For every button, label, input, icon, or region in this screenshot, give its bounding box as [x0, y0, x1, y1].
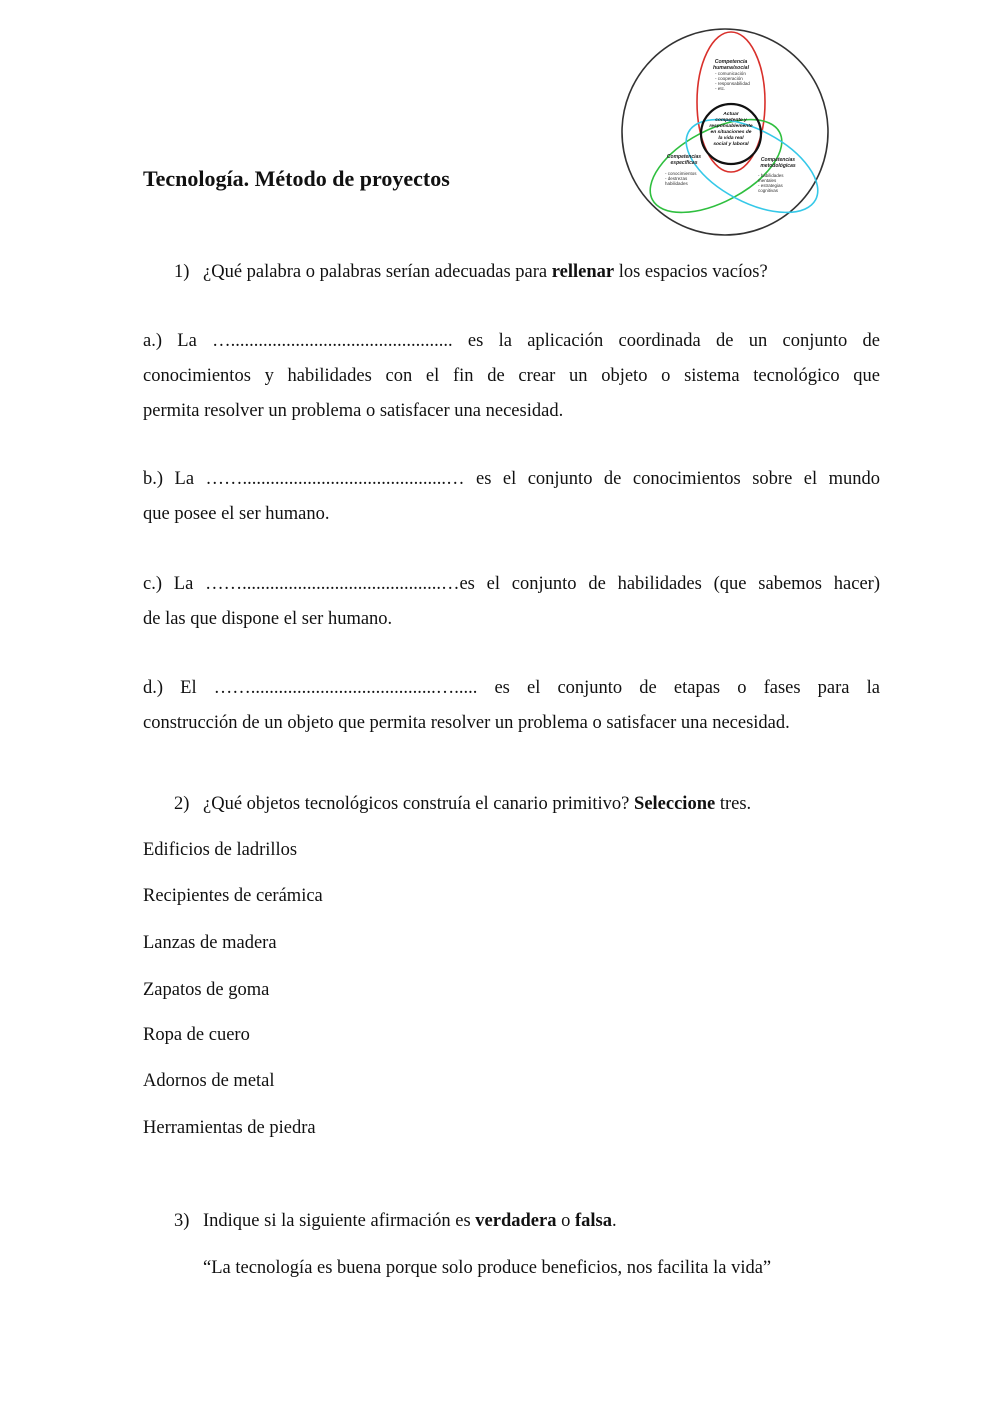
center-line: competente y — [715, 118, 747, 123]
center-line: Actuar — [723, 112, 739, 117]
left-item: - conocimientos — [665, 171, 697, 176]
question-number: 3) — [174, 1211, 190, 1231]
option-item[interactable]: Herramientas de piedra — [143, 1118, 316, 1138]
option-item[interactable]: Edificios de ladrillos — [143, 840, 298, 860]
top-item: - etc. — [715, 86, 726, 91]
right-item: cognitivas — [758, 188, 779, 193]
left-item: habilidades — [665, 181, 688, 186]
right-heading-1: Competencias — [760, 157, 796, 163]
top-heading-2: humana/social — [712, 65, 750, 71]
center-line: en situaciones de — [710, 130, 752, 135]
right-item: - estrategias — [758, 183, 783, 188]
option-item[interactable]: Recipientes de cerámica — [143, 886, 323, 906]
right-item: mentales — [758, 178, 777, 183]
page-title: Tecnología. Método de proyectos — [143, 166, 450, 191]
fill-blank-item-c: c.) La ……...........................................…es el conjunto de habilidades (que sabemos hacer) de las que dispone el ser humano. — [143, 574, 880, 629]
option-item[interactable]: Ropa de cuero — [143, 1025, 250, 1045]
competence-venn-diagram — [620, 26, 830, 238]
fill-blank-item-d: d.) El ……........................................…..... es el conjunto de etapas o fases para la construcción de un objeto que permita resolver un problema o satisfacer una necesidad. — [143, 678, 880, 733]
question-number: 1) — [174, 262, 190, 282]
top-item: - cooperación — [715, 76, 743, 81]
top-heading-1: Competencia — [714, 59, 748, 65]
option-item[interactable]: Zapatos de goma — [143, 980, 270, 1000]
center-line: la vida real — [718, 136, 744, 141]
option-item[interactable]: Adornos de metal — [143, 1071, 275, 1091]
top-item: - comunicación — [715, 71, 746, 76]
question-1: 1) ¿Qué palabra o palabras serían adecuadas para rellenar los espacios vacíos? — [174, 262, 768, 282]
option-item[interactable]: Lanzas de madera — [143, 933, 277, 953]
left-heading-2: específicas — [670, 160, 698, 166]
fill-blank-item-a: a.) La …................................................ es la aplicación coordinada de un conjunto de conocimientos y habilidades con el fin de crear un objeto o sistema tecnológico que permita resolver un problema o satisfacer una necesidad. — [143, 331, 880, 421]
left-heading-1: Competencias — [666, 154, 702, 160]
question-number: 2) — [174, 794, 190, 814]
statement-quote: “La tecnología es buena porque solo produce beneficios, nos facilita la vida” — [203, 1258, 772, 1278]
question-3: 3) Indique si la siguiente afirmación es verdadera o falsa. — [174, 1211, 617, 1231]
question-2: 2) ¿Qué objetos tecnológicos construía el canario primitivo? Seleccione tres. — [174, 794, 752, 814]
right-heading-2: metodológicas — [760, 163, 796, 169]
center-line: social y laboral — [713, 142, 749, 147]
center-line: responsablemente — [709, 124, 753, 129]
top-item: - responsabilidad — [715, 81, 750, 86]
left-item: - destrezas — [665, 176, 688, 181]
right-item: - habilidades — [758, 173, 784, 178]
fill-blank-item-b: b.) La ……............................................… es el conjunto de conocimientos sobre el mundo que posee el ser humano. — [143, 469, 880, 524]
